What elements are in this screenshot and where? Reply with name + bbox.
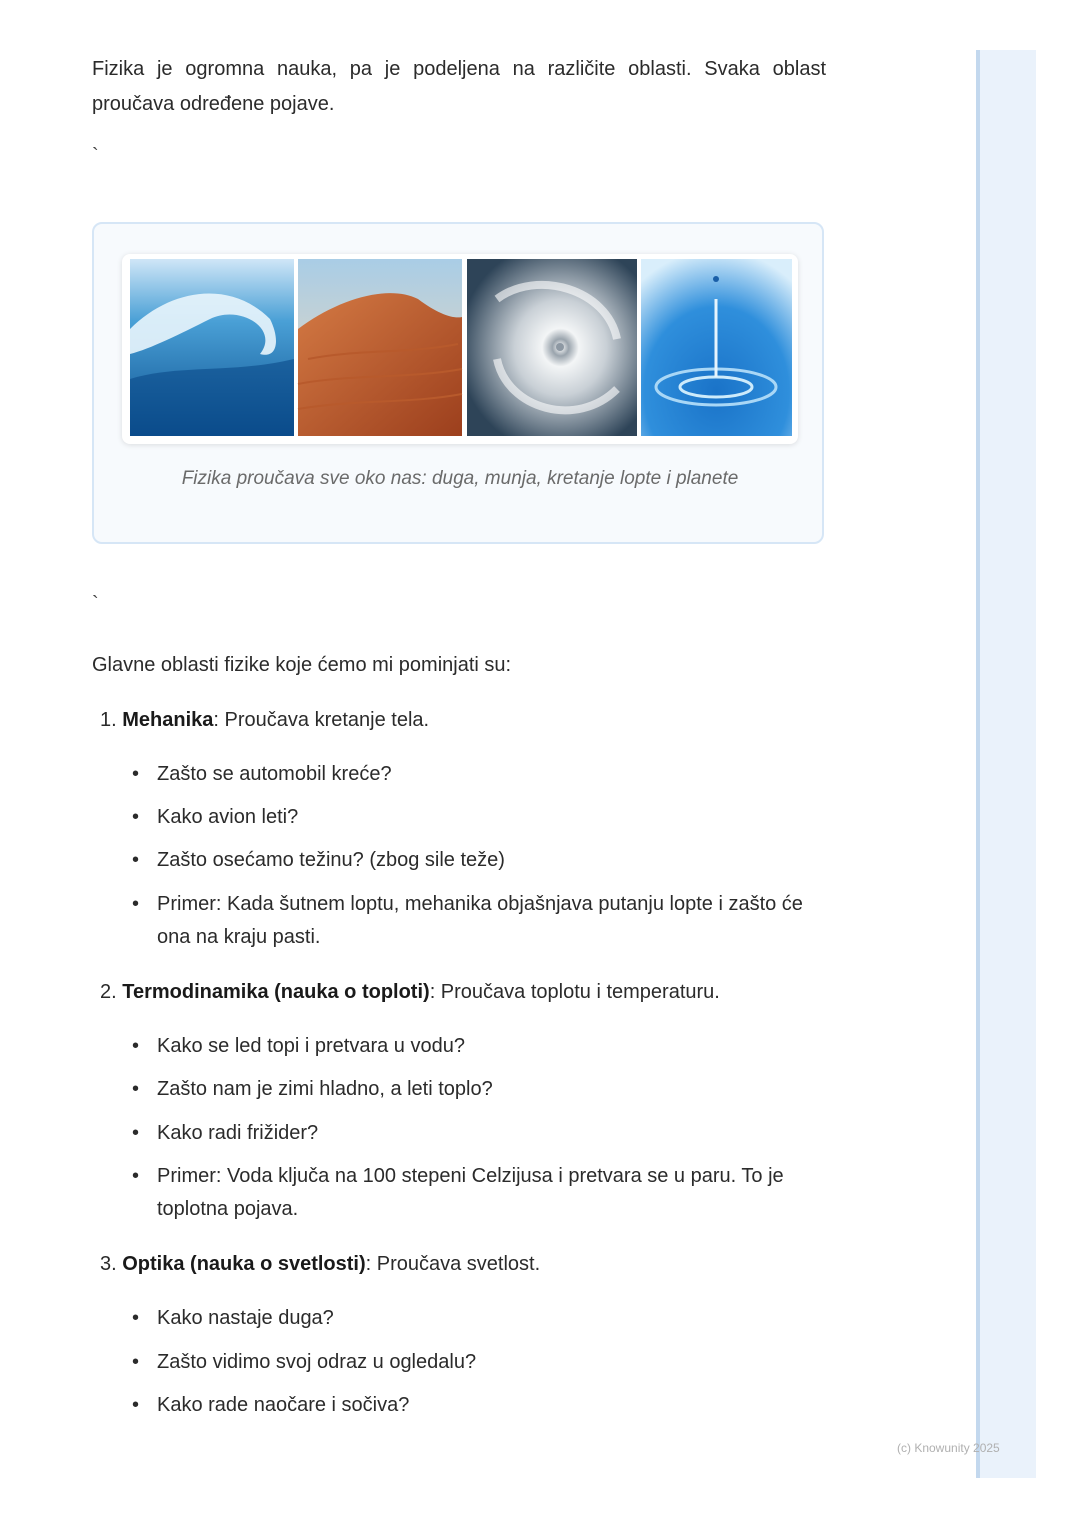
section-description: : Proučava kretanje tela.: [213, 709, 430, 731]
section-number: 1.: [100, 709, 117, 731]
list-item: • Zašto osećamo težinu? (zbog sile teže): [132, 849, 505, 871]
list-item: • Kako avion leti?: [132, 806, 299, 828]
list-item: • Kako se led topi i pretvara u vodu?: [132, 1035, 465, 1057]
hurricane-satellite-image: [467, 259, 637, 436]
collage-svg: [130, 259, 792, 439]
lead-sentence: Glavne oblasti fizike koje ćemo mi pominjati su:: [92, 654, 512, 676]
section-description: : Proučava svetlost.: [365, 1253, 541, 1275]
intro-paragraph: Fizika je ogromna nauka, pa je podeljena na različite oblasti. Svaka oblast proučava određene pojave.: [92, 58, 826, 115]
section-number: 3.: [100, 1253, 117, 1275]
figure-box: [92, 222, 824, 544]
list-item: • Primer: Voda ključa na 100 stepeni Celzijusa i pretvara se u paru. To je toplotna pojava.: [132, 1165, 784, 1220]
stray-mark: `: [92, 593, 99, 615]
stray-mark: `: [92, 145, 99, 167]
copyright-notice: (c) Knowunity 2025: [897, 1441, 1000, 1455]
section-number: 2.: [100, 981, 117, 1003]
section-title: Mehanika: [122, 709, 214, 731]
section-title: Optika (nauka o svetlosti): [122, 1253, 366, 1275]
list-item: • Kako rade naočare i sočiva?: [132, 1394, 410, 1416]
section-description: : Proučava toplotu i temperaturu.: [429, 981, 720, 1003]
desert-dunes-image: [298, 259, 462, 436]
list-item: • Zašto nam je zimi hladno, a leti toplo?: [132, 1078, 493, 1100]
list-item: • Primer: Kada šutnem loptu, mehanika objašnjava putanju lopte i zašto će ona na kraju pasti.: [132, 893, 803, 948]
section-title: Termodinamika (nauka o toploti): [122, 981, 430, 1003]
list-item: • Kako nastaje duga?: [132, 1307, 334, 1329]
list-item: • Kako radi frižider?: [132, 1122, 319, 1144]
side-margin-strip: [976, 50, 1036, 1478]
section-heading-mehanika: [100, 705, 429, 735]
list-item: • Zašto vidimo svoj odraz u ogledalu?: [132, 1351, 477, 1373]
water-drop-image: [641, 259, 792, 436]
list-item: • Zašto se automobil kreće?: [132, 763, 392, 785]
section-heading-termodinamika: [100, 977, 720, 1007]
image-collage: [122, 254, 798, 444]
figure-caption: Fizika proučava sve oko nas: duga, munja, kretanje lopte i planete: [181, 468, 739, 489]
ocean-wave-image: [130, 259, 294, 436]
section-heading-optika: [100, 1249, 540, 1279]
